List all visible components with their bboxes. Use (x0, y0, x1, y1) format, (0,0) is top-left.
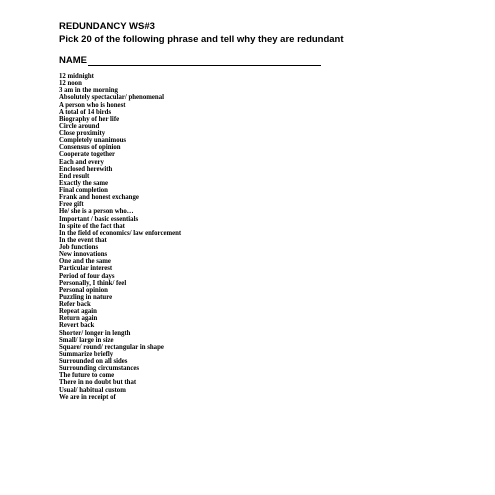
phrase-item: Enclosed herewith (59, 165, 113, 173)
phrase-item: In spite of the fact that (59, 222, 125, 230)
phrase-item: Close proximity (59, 130, 106, 137)
phrase-item: New innovations (59, 251, 108, 259)
phrase-item: Square/ round/ rectangular in shape (59, 343, 164, 351)
phrase-item: Personally, I think/ feel (59, 279, 127, 287)
phrase-item: One and the same (59, 258, 111, 266)
phrase-item: Personal opinion (59, 286, 108, 294)
phrase-item: A total of 14 birds (59, 108, 112, 116)
phrase-item: Refer back (59, 301, 91, 308)
worksheet-title: REDUNDANCY WS#3 (59, 21, 155, 32)
phrase-item: Shorter/ longer in length (59, 329, 131, 337)
phrase-item: Biography of her life (59, 115, 120, 123)
name-label: NAME (59, 55, 87, 66)
phrase-item: 12 midnight (59, 73, 94, 80)
phrase-item: A person who is honest (59, 101, 126, 109)
phrase-item: Each and every (59, 158, 104, 166)
name-blank-line (88, 65, 321, 66)
phrase-item: Job functions (59, 244, 99, 251)
phrase-item: Surrounded on all sides (59, 358, 128, 365)
phrase-list (59, 73, 181, 401)
phrase-item: Puzzling in nature (59, 293, 113, 301)
phrase-item: Period of four days (59, 272, 115, 280)
phrase-item: 12 noon (59, 80, 82, 88)
phrase-item: Circle around (59, 122, 100, 130)
phrase-item: Completely unanimous (59, 137, 127, 145)
phrase-item: In the event that (59, 236, 107, 244)
phrase-item: Important / basic essentials (59, 215, 139, 223)
phrase-item: Return again (59, 315, 98, 323)
name-row (59, 55, 321, 67)
phrase-item: Cooperate together (59, 151, 116, 159)
phrase-item: Free gift (59, 201, 84, 209)
phrase-item: 3 am in the morning (59, 87, 118, 95)
phrase-item: End result (59, 172, 90, 180)
phrase-item: Consensus of opinion (59, 144, 121, 152)
phrase-item: There in no doubt but that (59, 379, 137, 387)
phrase-item: Final completion (59, 187, 108, 194)
phrase-item: Surrounding circumstances (59, 365, 139, 373)
phrase-item: In the field of economics/ law enforcement (59, 229, 182, 237)
phrase-item: The future to come (59, 372, 115, 380)
worksheet-instructions: Pick 20 of the following phrase and tell why they are redundant (59, 34, 344, 45)
phrase-item: Frank and honest exchange (59, 194, 139, 202)
phrase-item: Repeat again (59, 308, 97, 316)
phrase-item: Exactly the same (59, 179, 109, 187)
phrase-item: Absolutely spectacular/ phenomenal (59, 94, 164, 102)
phrase-item: Usual/ habitual custom (59, 386, 126, 394)
phrase-item: Summarize briefly (59, 350, 114, 358)
phrase-item: Revert back (59, 322, 95, 330)
phrase-item: We are in receipt of (59, 393, 116, 401)
phrase-item: He/ she is a person who… (59, 208, 134, 216)
phrase-item: Small/ large in size (59, 336, 114, 344)
phrase-item: Particular interest (59, 265, 113, 273)
